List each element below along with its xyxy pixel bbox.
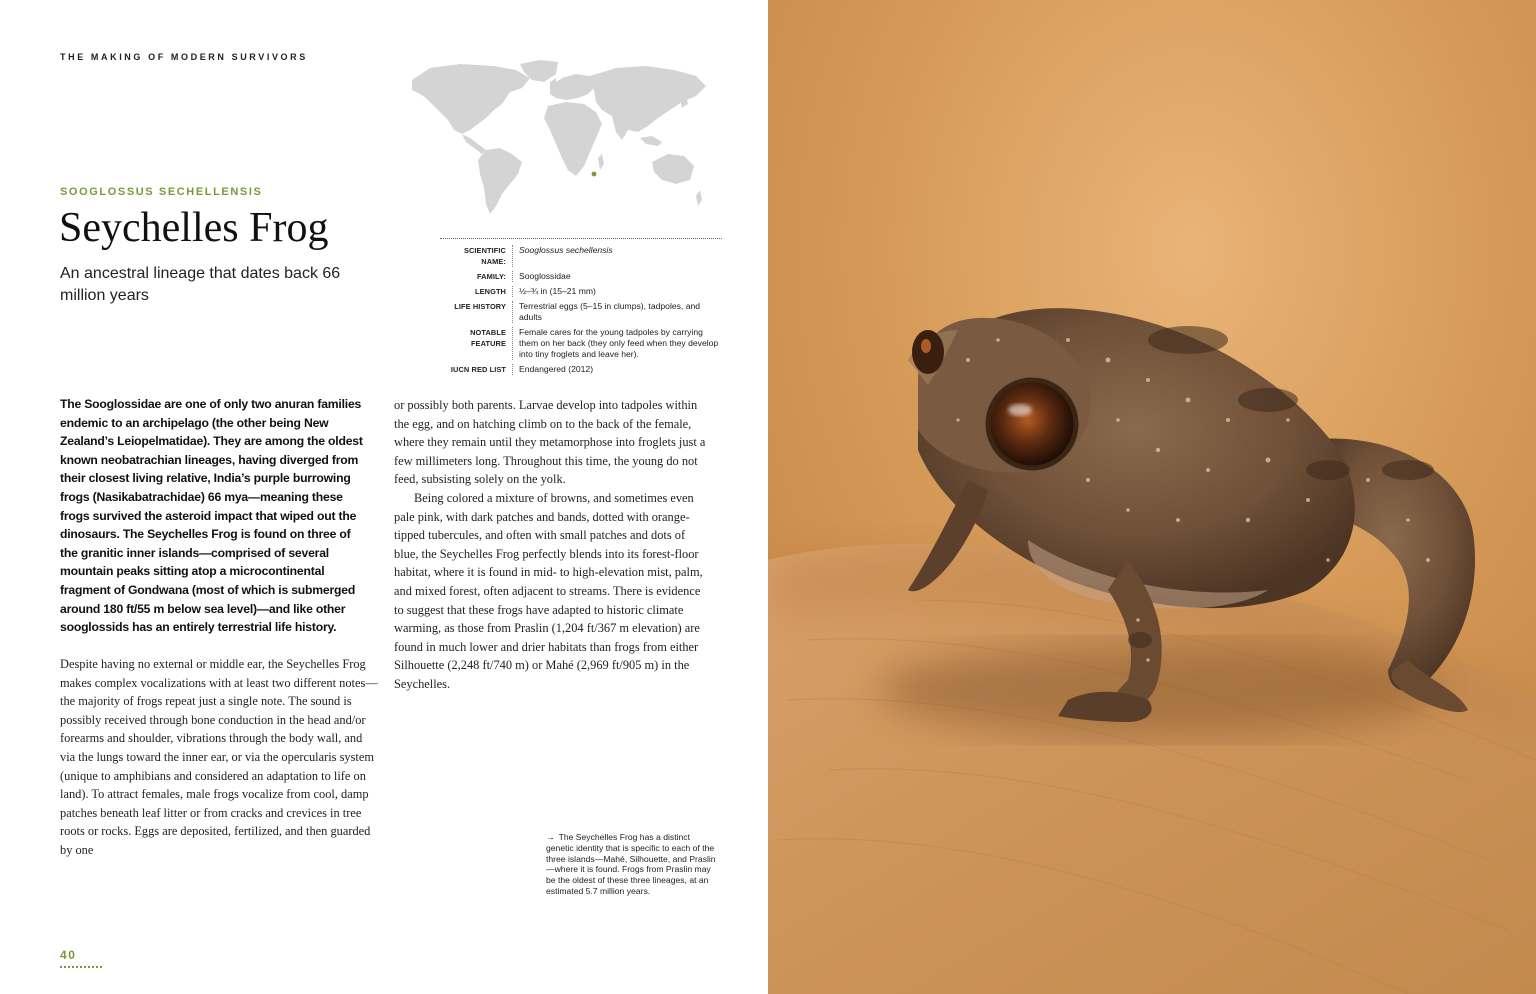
fact-row-life-history [440, 301, 722, 323]
fact-value: Sooglossus sechellensis [512, 245, 722, 267]
body-column-1: Despite having no external or middle ear, the Seychelles Frog makes complex vocalizations with at least two different notes—the majority of frogs repeat just a single note. The sound is possibly received through bone conduction in the head and/or forearms and shoulder, vibrations through the body wall, and via the lungs toward the inner ear, or via the opercularis system (unique to amphibians and considered an adaptation to life on land). To attract females, male frogs vocalize from cool, damp patches beneath leaf litter or from cracks and crevices in tree roots or rocks. Eggs are deposited, fertilized, and then guarded by one [60, 657, 378, 857]
map-southeast-asia [640, 136, 662, 146]
fact-label: NOTABLE FEATURE [470, 328, 506, 348]
fact-value: Terrestrial eggs (5–15 in clumps), tadpoles, and adults [512, 301, 722, 323]
fact-row-iucn-red-list [440, 364, 722, 375]
right-page [768, 0, 1536, 994]
map-madagascar [598, 154, 604, 170]
map-uk [550, 78, 556, 88]
fact-value: Endangered (2012) [512, 364, 722, 375]
map-europe [550, 74, 596, 100]
fact-row-family [440, 271, 722, 282]
fact-table [440, 238, 722, 379]
fact-row-length [440, 286, 722, 297]
fact-value: Sooglossidae [512, 271, 722, 282]
page-number: 40 [60, 948, 77, 962]
fact-row-notable-feature [440, 327, 722, 360]
map-asia [590, 66, 706, 132]
seychelles-location-dot [592, 172, 597, 177]
page-number-dots [60, 966, 102, 968]
fact-label: IUCN RED LIST [450, 365, 506, 374]
page-title: Seychelles Frog [59, 205, 329, 251]
running-head: THE MAKING OF MODERN SURVIVORS [60, 52, 308, 62]
frog-photo [768, 0, 1536, 994]
map-australia [652, 154, 694, 184]
fact-label: SCIENTIFIC NAME: [463, 246, 506, 266]
lead-paragraph: The Sooglossidae are one of only two anuran families endemic to an archipelago (the other being New Zealand’s Leiopelmatidae). They are among the oldest known neobatrachian lineages, having diverged from their closest living relative, India’s purple burrowing frogs (Nasikabatrachidae) 66 mya—meaning these frogs survived the asteroid impact that wiped out the dinosaurs. The Seychelles Frog is found on three of the granitic inner islands—comprised of several mountain peaks sitting atop a microcontinental fragment of Gondwana (most of which is submerged around 180 ft/55 m below sea level)—and like other sooglossids has an entirely terrestrial life history. [60, 397, 363, 635]
body-paragraph: or possibly both parents. Larvae develop into tadpoles within the egg, and on hatching climb on to the back of the female, where they remain until they metamorphose into froglets just a few millimeters long. Throughout this time, the young do not feed, subsisting solely on the yolk. [394, 398, 706, 487]
map-africa [544, 102, 602, 176]
fact-row-scientific-name [440, 245, 722, 267]
map-north-america [412, 64, 530, 134]
fact-value: Female cares for the young tadpoles by carrying them on her back (they only feed when they develop into tiny froglets and leave her). [512, 327, 722, 360]
arrow-right-icon: → [546, 832, 555, 842]
body-column-2 [394, 396, 710, 694]
caption-text: The Seychelles Frog has a distinct genetic identity that is specific to each of the three islands—Mahé, Silhouette, and Praslin—where it is found. Frogs from Praslin may be the oldest of these three lineages, at an estimated 5.7 million years. [546, 832, 716, 896]
world-map [390, 58, 710, 218]
species-tag: SOOGLOSSUS SECHELLENSIS [60, 186, 263, 198]
fact-label: LIFE HISTORY [454, 302, 506, 311]
map-south-america [478, 148, 522, 214]
photo-caption [546, 832, 716, 897]
body-paragraph: Being colored a mixture of browns, and sometimes even pale pink, with dark patches and bands, dotted with orange-tipped tubercules, and often with small patches and dots of blue, the Seychelles Frog perfectly blends into its forest-floor habitat, where it is found in mid- to high-elevation mist, palm, and mixed forest, often adjacent to streams. There is evidence to suggest that these frogs have adapted to historic climate warming, as those from Praslin (1,204 ft/367 m elevation) are found in much lower and drier habitats than frogs from either Silhouette (2,248 ft/740 m) or Mahé (2,969 ft/905 m) in the Seychelles. [394, 490, 703, 691]
fact-value: ½–¾ in (15–21 mm) [512, 286, 722, 297]
fact-label: FAMILY: [476, 272, 506, 281]
map-central-america [462, 134, 486, 154]
fact-label: LENGTH [475, 287, 506, 296]
page-subtitle: An ancestral lineage that dates back 66 million years [60, 265, 341, 304]
map-new-zealand [696, 190, 702, 206]
